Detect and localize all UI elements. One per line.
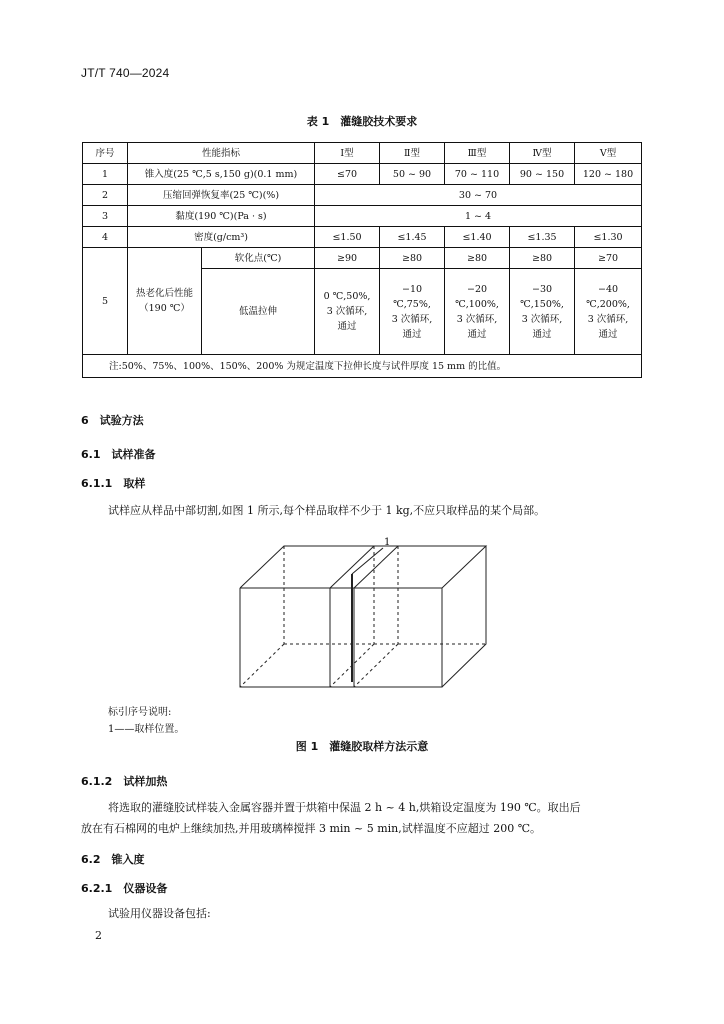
- row-item: 软化点(℃): [202, 248, 315, 269]
- cell-line: 通过: [532, 328, 552, 340]
- figure-legend-title: 标引序号说明:: [108, 707, 172, 718]
- row-item: 黏度(190 ℃)(Pa · s): [128, 206, 315, 227]
- cell-line: 0 ℃,50%,: [323, 291, 371, 302]
- row-number: 3: [83, 206, 128, 227]
- table-1-title: 表 1 灌缝胶技术要求: [306, 115, 418, 128]
- cell-value: ≥80: [445, 248, 510, 269]
- table-header-row: [83, 143, 642, 164]
- section-6-2-1-heading: 6.2.1 仪器设备: [81, 882, 168, 895]
- figure-callout-number: 1: [384, 537, 391, 548]
- box-front-face: [240, 588, 442, 687]
- header-cell: Ⅰ型: [315, 143, 380, 164]
- cell-line: −20 ℃,100%,: [455, 283, 499, 310]
- section-6-heading: 6 试验方法: [81, 414, 144, 427]
- paragraph-6-1-2-line-1: 将选取的灌缝胶试样装入金属容器并置于烘箱中保温 2 h ~ 4 h,烘箱设定温度为 190 ℃。取出后: [108, 801, 581, 814]
- standard-number: JT/T 740—2024: [81, 66, 170, 80]
- header-cell: Ⅳ型: [510, 143, 575, 164]
- header-cell: 性能指标: [128, 143, 315, 164]
- header-cell: Ⅲ型: [445, 143, 510, 164]
- row-number: 4: [83, 227, 128, 248]
- cell-value: ≤70: [315, 164, 380, 185]
- cell-line: −40 ℃,200%,: [586, 283, 630, 310]
- row-group-item: 热老化后性能（190 ℃）: [128, 248, 202, 355]
- cell-value-merged: 1 ~ 4: [315, 206, 642, 227]
- row-item: 压缩回弹恢复率(25 ℃)(%): [128, 185, 315, 206]
- table-row: [83, 206, 642, 227]
- section-6-2-heading: 6.2 锥入度: [81, 853, 145, 866]
- header-cell: Ⅱ型: [380, 143, 445, 164]
- cell-value: ≤1.30: [575, 227, 642, 248]
- table-note: 注:50%、75%、100%、150%、200% 为规定温度下拉伸长度与试件厚度 15 mm 的比值。: [83, 355, 642, 378]
- header-cell: 序号: [83, 143, 128, 164]
- cell-value: [575, 269, 642, 355]
- cell-value: ≥90: [315, 248, 380, 269]
- cell-value: [380, 269, 445, 355]
- spec-table: [82, 142, 642, 378]
- cell-value: 50 ~ 90: [380, 164, 445, 185]
- header-cell: Ⅴ型: [575, 143, 642, 164]
- table-row: [83, 185, 642, 206]
- cell-line: 3 次循环,: [456, 313, 498, 325]
- row-number: 5: [83, 248, 128, 355]
- cell-line: 3 次循环,: [587, 313, 629, 325]
- cell-line: 通过: [598, 328, 618, 340]
- cell-value-merged: 30 ~ 70: [315, 185, 642, 206]
- cell-line: 3 次循环,: [326, 306, 368, 317]
- cell-line: −30 ℃,150%,: [520, 283, 564, 310]
- paragraph-6-1-1: 试样应从样品中部切割,如图 1 所示,每个样品取样不少于 1 kg,不应只取样品的某个局部。: [108, 504, 546, 517]
- box-top-edges: [240, 546, 486, 588]
- cell-value: ≤1.45: [380, 227, 445, 248]
- cell-value: [445, 269, 510, 355]
- row-item: 锥入度(25 ℃,5 s,150 g)(0.1 mm): [128, 164, 315, 185]
- table-row: [83, 248, 642, 269]
- figure-1-caption: 图 1 灌缝胶取样方法示意: [295, 740, 429, 753]
- cell-value: ≥70: [575, 248, 642, 269]
- section-6-1-2-heading: 6.1.2 试样加热: [81, 775, 168, 788]
- table-note-row: [83, 355, 642, 378]
- box-hidden-edges: [240, 546, 486, 687]
- paragraph-6-1-2-line-2: 放在有石棉网的电炉上继续加热,并用玻璃棒搅拌 3 min ~ 5 min,试样温度不应超过 200 ℃。: [81, 822, 542, 835]
- cut-hidden-edges: [330, 546, 398, 687]
- cell-value: ≥80: [510, 248, 575, 269]
- cell-value: 70 ~ 110: [445, 164, 510, 185]
- cell-value: [510, 269, 575, 355]
- row-number: 2: [83, 185, 128, 206]
- paragraph-6-2-1: 试验用仪器设备包括:: [108, 907, 211, 920]
- cell-line: 通过: [467, 328, 487, 340]
- cell-value: 90 ~ 150: [510, 164, 575, 185]
- row-number: 1: [83, 164, 128, 185]
- cell-value: 120 ~ 180: [575, 164, 642, 185]
- page-number: 2: [95, 929, 102, 942]
- cell-line: −10 ℃,75%,: [393, 283, 431, 310]
- cell-value: ≤1.50: [315, 227, 380, 248]
- row-item: 低温拉伸: [202, 269, 315, 355]
- section-6-1-heading: 6.1 试样准备: [81, 448, 156, 461]
- cell-line: 3 次循环,: [521, 313, 563, 325]
- figure-1-diagram: [230, 532, 500, 692]
- section-6-1-1-heading: 6.1.1 取样: [81, 477, 146, 490]
- figure-legend-item: 1——取样位置。: [108, 724, 185, 735]
- cell-line: 通过: [402, 328, 422, 340]
- cell-value: ≤1.40: [445, 227, 510, 248]
- cell-value: ≥80: [380, 248, 445, 269]
- cell-value: ≤1.35: [510, 227, 575, 248]
- table-row: [83, 227, 642, 248]
- cell-value: [315, 269, 380, 355]
- cell-line: 通过: [337, 321, 357, 332]
- row-item: 密度(g/cm³): [128, 227, 315, 248]
- table-row: [83, 164, 642, 185]
- cell-line: 3 次循环,: [391, 313, 433, 325]
